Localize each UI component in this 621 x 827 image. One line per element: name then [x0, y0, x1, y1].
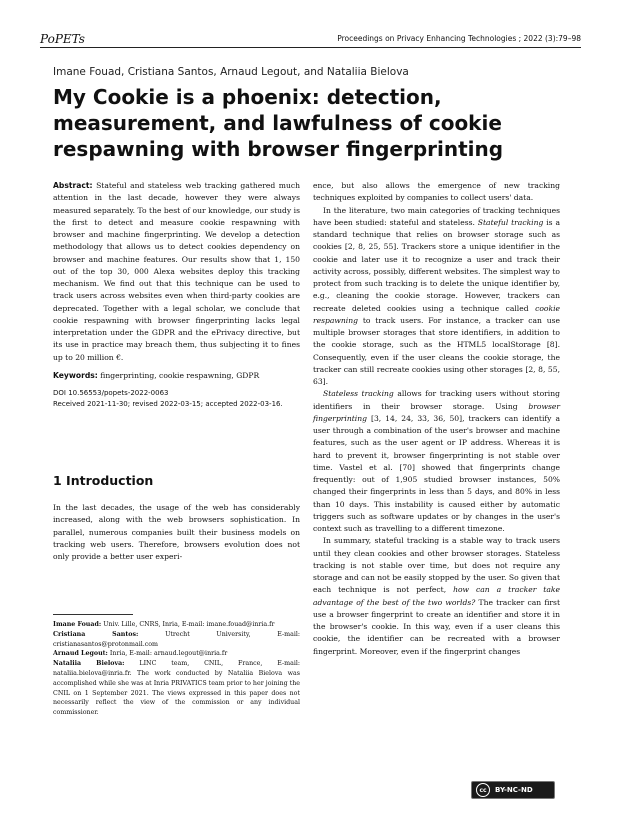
- emphasis-cookie-respawning: cookie respawning: [313, 303, 560, 325]
- abstract-text: Stateful and stateless web tracking gathered much attention in the last decade, however they were always measured separately. To the best of our knowledge, our study is the first to detect and measure cookie respawning with browser and machine fingerprinting. We develop a detection methodology that allows us to detect cookies dependency on browser and machine features. Our results show that 1, 150 out of the top 30, 000 Alexa websites deploy this tracking mechanism. We find out that this technique can be used to track users across websites even when third-party cookies are deprecated. Together with a legal scholar, we conclude that cookie respawning with browser fingerprinting lacks legal interpretation under the GDPR and the ePrivacy directive, but its use in practice may breach them, thus subjecting it to fines up to 20 million €.: [53, 181, 300, 362]
- body-paragraph: ence, but also allows the emergence of new tracking techniques exploited by companies to collect users' data.: [313, 181, 560, 203]
- doi: DOI 10.56553/popets-2022-0063: [53, 389, 169, 397]
- footnote-author-info: Univ. Lille, CNRS, Inria, E-mail: imane.fouad@inria.fr: [103, 621, 275, 628]
- text-run: is a standard technique that relies on browser storage such as cookies [2, 8, 25, 55]. Trackers store a unique identifier in the cookie and later use it to recognize a user and track their activity across, possibly, different websites. The simplest way to protect from such tracking is to delete the unique identifier by, e.g., cleaning the cookie storage. However, trackers can recreate deleted cookies using a technique called: [313, 217, 560, 313]
- body-paragraph: [313, 205, 560, 389]
- emphasis-stateless-tracking: Stateless tracking: [323, 389, 394, 399]
- author-footnotes: [53, 620, 300, 718]
- keywords-label: Keywords:: [53, 370, 98, 380]
- text-run: [3, 14, 24, 33, 36, 50], trackers can identify a user through a combination of the user's browser and machine features, such as the user agent or IP address. Whereas it is hard to prevent it, browser fingerprinting is not stable over time. Vastel et al. [70] showed that fingerprints change frequently: out of 1,905 studied browser instances, 50% changed their fingerprints in less than 5 days, and 80% in less than 10 days. This instability is caused either by automatic triggers such as software updates or by changes in the user's context such as travelling to a different timezone.: [313, 413, 560, 533]
- footnote-author-name: Nataliia Bielova:: [53, 660, 125, 668]
- keywords-text: fingerprinting, cookie respawning, GDPR: [100, 370, 260, 380]
- footnote-author-info: Inria, E-mail: arnaud.legout@inria.fr: [109, 650, 228, 658]
- license-label: BY-NC-ND: [495, 786, 533, 794]
- emphasis-research-question: how can a tracker take advantage of the best of the two worlds?: [313, 585, 560, 607]
- body-paragraph: [313, 388, 560, 535]
- footnote-item: [53, 649, 300, 659]
- body-paragraph: [313, 535, 560, 658]
- abstract-label: Abstract:: [53, 181, 93, 190]
- footnote-item: [53, 630, 300, 650]
- intro-paragraph: In the last decades, the usage of the web has considerably increased, along with the web browsers sophistication. In parallel, numerous companies built their business models on tracking web users. Therefore, browsers evolution does not only provide a better user experi-: [53, 503, 300, 561]
- text-run: In summary, stateful tracking is a stable way to track users until they clean cookies and other browser storages. Stateless tracking is not stable over time, but does not require any storage and can not be easily stopped by the user. So given that each technique is not perfect,: [313, 536, 560, 595]
- paper-title: My Cookie is a phoenix: detection, measurement, and lawfulness of cookie respawning with browser fingerprinting: [53, 85, 504, 161]
- left-column: [53, 180, 300, 410]
- footnote-author-info: Utrecht University, E-mail: cristianasantos@protonmail.com: [53, 630, 300, 648]
- text-run: to track users. For instance, a tracker can use multiple browser storages that store identifiers, in addition to the cookie storage, such as the HTML5 localStorage [8]. Consequently, even if the user cleans the cookie storage, the tracker can still recreate cookies using other storages [2, 8, 55, 63].: [313, 315, 560, 386]
- right-column: [313, 180, 560, 658]
- text-run: The tracker can first use a browser fingerprint to create an identifier and store it in the browser's cookie. In this way, even if a user cleans this cookie, the identifier can be recreated with a browser fingerprint. Moreover, even if the fingerprint changes: [313, 597, 560, 656]
- footnote-item: [53, 620, 300, 630]
- keywords: [53, 370, 300, 382]
- text-run: allows for tracking users without storing identifiers in their browser storage. Using: [313, 389, 560, 411]
- proceedings-citation: Proceedings on Privacy Enhancing Technologies ; 2022 (3):79–98: [337, 34, 581, 43]
- footnote-author-name: Cristiana Santos:: [53, 630, 139, 638]
- text-run: In the literature, two main categories of tracking techniques have been studied: stateful and stateless.: [313, 205, 560, 227]
- emphasis-stateful-tracking: Stateful tracking: [477, 217, 544, 227]
- footnote-author-name: Arnaud Legout:: [53, 650, 108, 658]
- section-heading-introduction: 1 Introduction: [53, 473, 154, 488]
- received-dates: Received 2021-11-30; revised 2022-03-15; accepted 2022-03-16.: [53, 400, 283, 408]
- footnote-item: [53, 659, 300, 718]
- journal-name: PoPETs: [40, 32, 85, 46]
- footnote-author-name: Imane Fouad:: [53, 621, 102, 628]
- paper-authors: Imane Fouad, Cristiana Santos, Arnaud Legout, and Nataliia Bielova: [53, 66, 409, 78]
- footnote-rule: [53, 614, 133, 615]
- cc-icon: cc: [476, 783, 490, 797]
- page-header: [40, 30, 581, 48]
- abstract: [53, 180, 300, 364]
- footnote-author-info: LINC team, CNIL, France, E-mail: nataliia.bielova@inria.fr. The work conducted by Nataliia Bielova was accomplished while she was at Inria PRIVATICS team prior to her joining the CNIL on 1 September 2021. The views expressed in this paper does not necessarily reflect the view of the commission or any individual commissioner.: [53, 660, 300, 717]
- emphasis-browser-fingerprinting: browser fingerprinting: [313, 401, 560, 423]
- license-badge[interactable]: [471, 781, 555, 799]
